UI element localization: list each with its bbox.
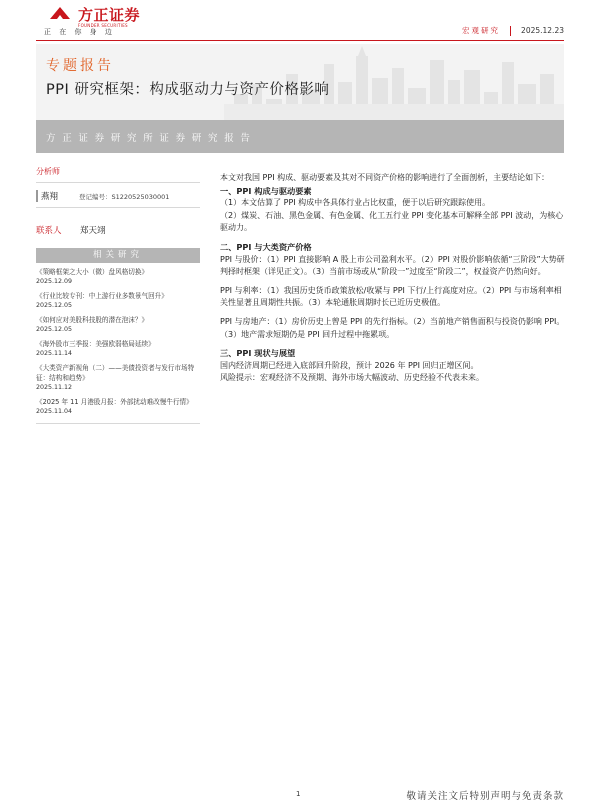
- section-heading-2: 二、PPI 与大类资产价格: [220, 241, 312, 252]
- sidebar: [36, 160, 200, 424]
- logo-mark-icon: [48, 5, 72, 25]
- risk-warning: 风险提示：宏观经济不及预期、海外市场大幅波动、历史经验不代表未来。: [220, 373, 484, 383]
- report-category: 宏观研究: [462, 26, 501, 35]
- analyst-bar: [36, 190, 38, 202]
- disclaimer-note: 敬请关注文后特别声明与免责条款: [406, 791, 564, 800]
- slogan: 正 在 你 身 边: [44, 28, 115, 36]
- related-research-list: [36, 267, 200, 417]
- section3-outlook: 国内经济周期已经进入底部回升阶段，预计 2026 年 PPI 回归正增区间。: [220, 360, 479, 370]
- logo-brand-cn: 方正证券: [78, 6, 141, 24]
- intro-paragraph: 本文对我国 PPI 构成、驱动要素及其对不同资产价格的影响进行了全面剖析，主要结论如下：: [220, 173, 550, 182]
- analyst-row: [36, 190, 200, 202]
- section-heading-3: 三、PPI 现状与展望: [220, 348, 296, 359]
- related-item[interactable]: [36, 339, 200, 359]
- related-divider: [36, 423, 200, 424]
- section2-rates: PPI 与利率：（1）我国历史货币政策放松/收紧与 PPI 下行/上行高度对应。（2）PPI 与市场利率相关性显著且周期性共振。（3）本轮通胀周期时长已近历史极值。: [220, 285, 562, 308]
- related-item-title[interactable]: 《行业比较专刊：中上游行业多数景气回升》: [36, 292, 168, 300]
- header-rule: [36, 40, 564, 41]
- related-item-date: 2025.11.04: [36, 408, 73, 415]
- title-banner: [36, 44, 564, 153]
- section1-point-2: （2）煤炭、石油、黑色金属、有色金属、化工五行业 PPI 变化基本可解释全部 PPI 波动，为核心驱动力。: [220, 210, 564, 233]
- related-research-header: 相关研究: [36, 248, 200, 263]
- related-item-title[interactable]: 《策略框架之大小（微）盘风格切换》: [36, 268, 149, 276]
- related-item[interactable]: [36, 291, 200, 311]
- related-item-title[interactable]: 《如何应对美股科技股的潜在泡沫？》: [36, 316, 149, 324]
- section1-point-1: （1）本文估算了 PPI 构成中各具体行业占比权重，便于以后研究跟踪使用。: [220, 198, 491, 208]
- header-meta: [462, 25, 564, 36]
- report-title: PPI 研究框架：构成驱动力与资产价格影响: [46, 82, 330, 98]
- analyst-divider-bottom: [36, 207, 200, 208]
- related-item[interactable]: [36, 267, 200, 287]
- related-item-date: 2025.11.14: [36, 350, 73, 357]
- related-item[interactable]: [36, 397, 200, 417]
- related-item-date: 2025.12.05: [36, 302, 73, 309]
- institute-ribbon-text: 方正证券研究所证券研究报告: [46, 133, 257, 144]
- related-item-date: 2025.12.09: [36, 278, 73, 285]
- header-separator: [510, 26, 511, 36]
- contact-name: 郑天翊: [80, 226, 106, 236]
- main-content: [220, 172, 568, 385]
- section-heading-1: 一、PPI 构成与驱动要素: [220, 185, 312, 196]
- analyst-registration: 登记编号：S1220525030001: [79, 192, 170, 201]
- related-item[interactable]: [36, 363, 200, 393]
- related-item-title[interactable]: 《大类资产新视角（二）——美债投资者与发行市场特征：结构和趋势》: [36, 364, 195, 382]
- section2-stocks: PPI 与股价：（1）PPI 直接影响 A 股上市公司盈利水平。（2）PPI 对股价影响依循“三阶段”大势研判择时框架（详见正文）。（3）当前市场或从“阶段一”过度至“阶段二”，权益资产仍然向好。: [220, 254, 565, 277]
- analyst-divider: [36, 182, 200, 183]
- report-series: 专题报告: [46, 58, 114, 74]
- related-item[interactable]: [36, 315, 200, 335]
- logo-brand-en: FOUNDER SECURITIES: [78, 23, 128, 28]
- contact-label: 联系人: [36, 226, 62, 236]
- page-number: 1: [296, 790, 301, 798]
- section2-realestate: PPI 与房地产：（1）房价历史上曾是 PPI 的先行指标。（2）当前地产销售面积与投资仍影响 PPI。（3）地产需求短期仍是 PPI 回升过程中拖累项。: [220, 316, 565, 339]
- related-item-date: 2025.11.12: [36, 384, 73, 391]
- contact-row: [36, 224, 200, 236]
- report-date: 2025.12.23: [521, 26, 564, 35]
- institute-ribbon: [36, 120, 564, 153]
- related-item-title[interactable]: 《2025 年 11 月港股月报：外部扰动难改慢牛行情》: [36, 398, 193, 406]
- related-item-date: 2025.12.05: [36, 326, 73, 333]
- analyst-label: 分析师: [36, 167, 60, 176]
- related-item-title[interactable]: 《海外股市三季报：美强欧弱格局延续》: [36, 340, 155, 348]
- analyst-name: 燕翔: [41, 192, 59, 202]
